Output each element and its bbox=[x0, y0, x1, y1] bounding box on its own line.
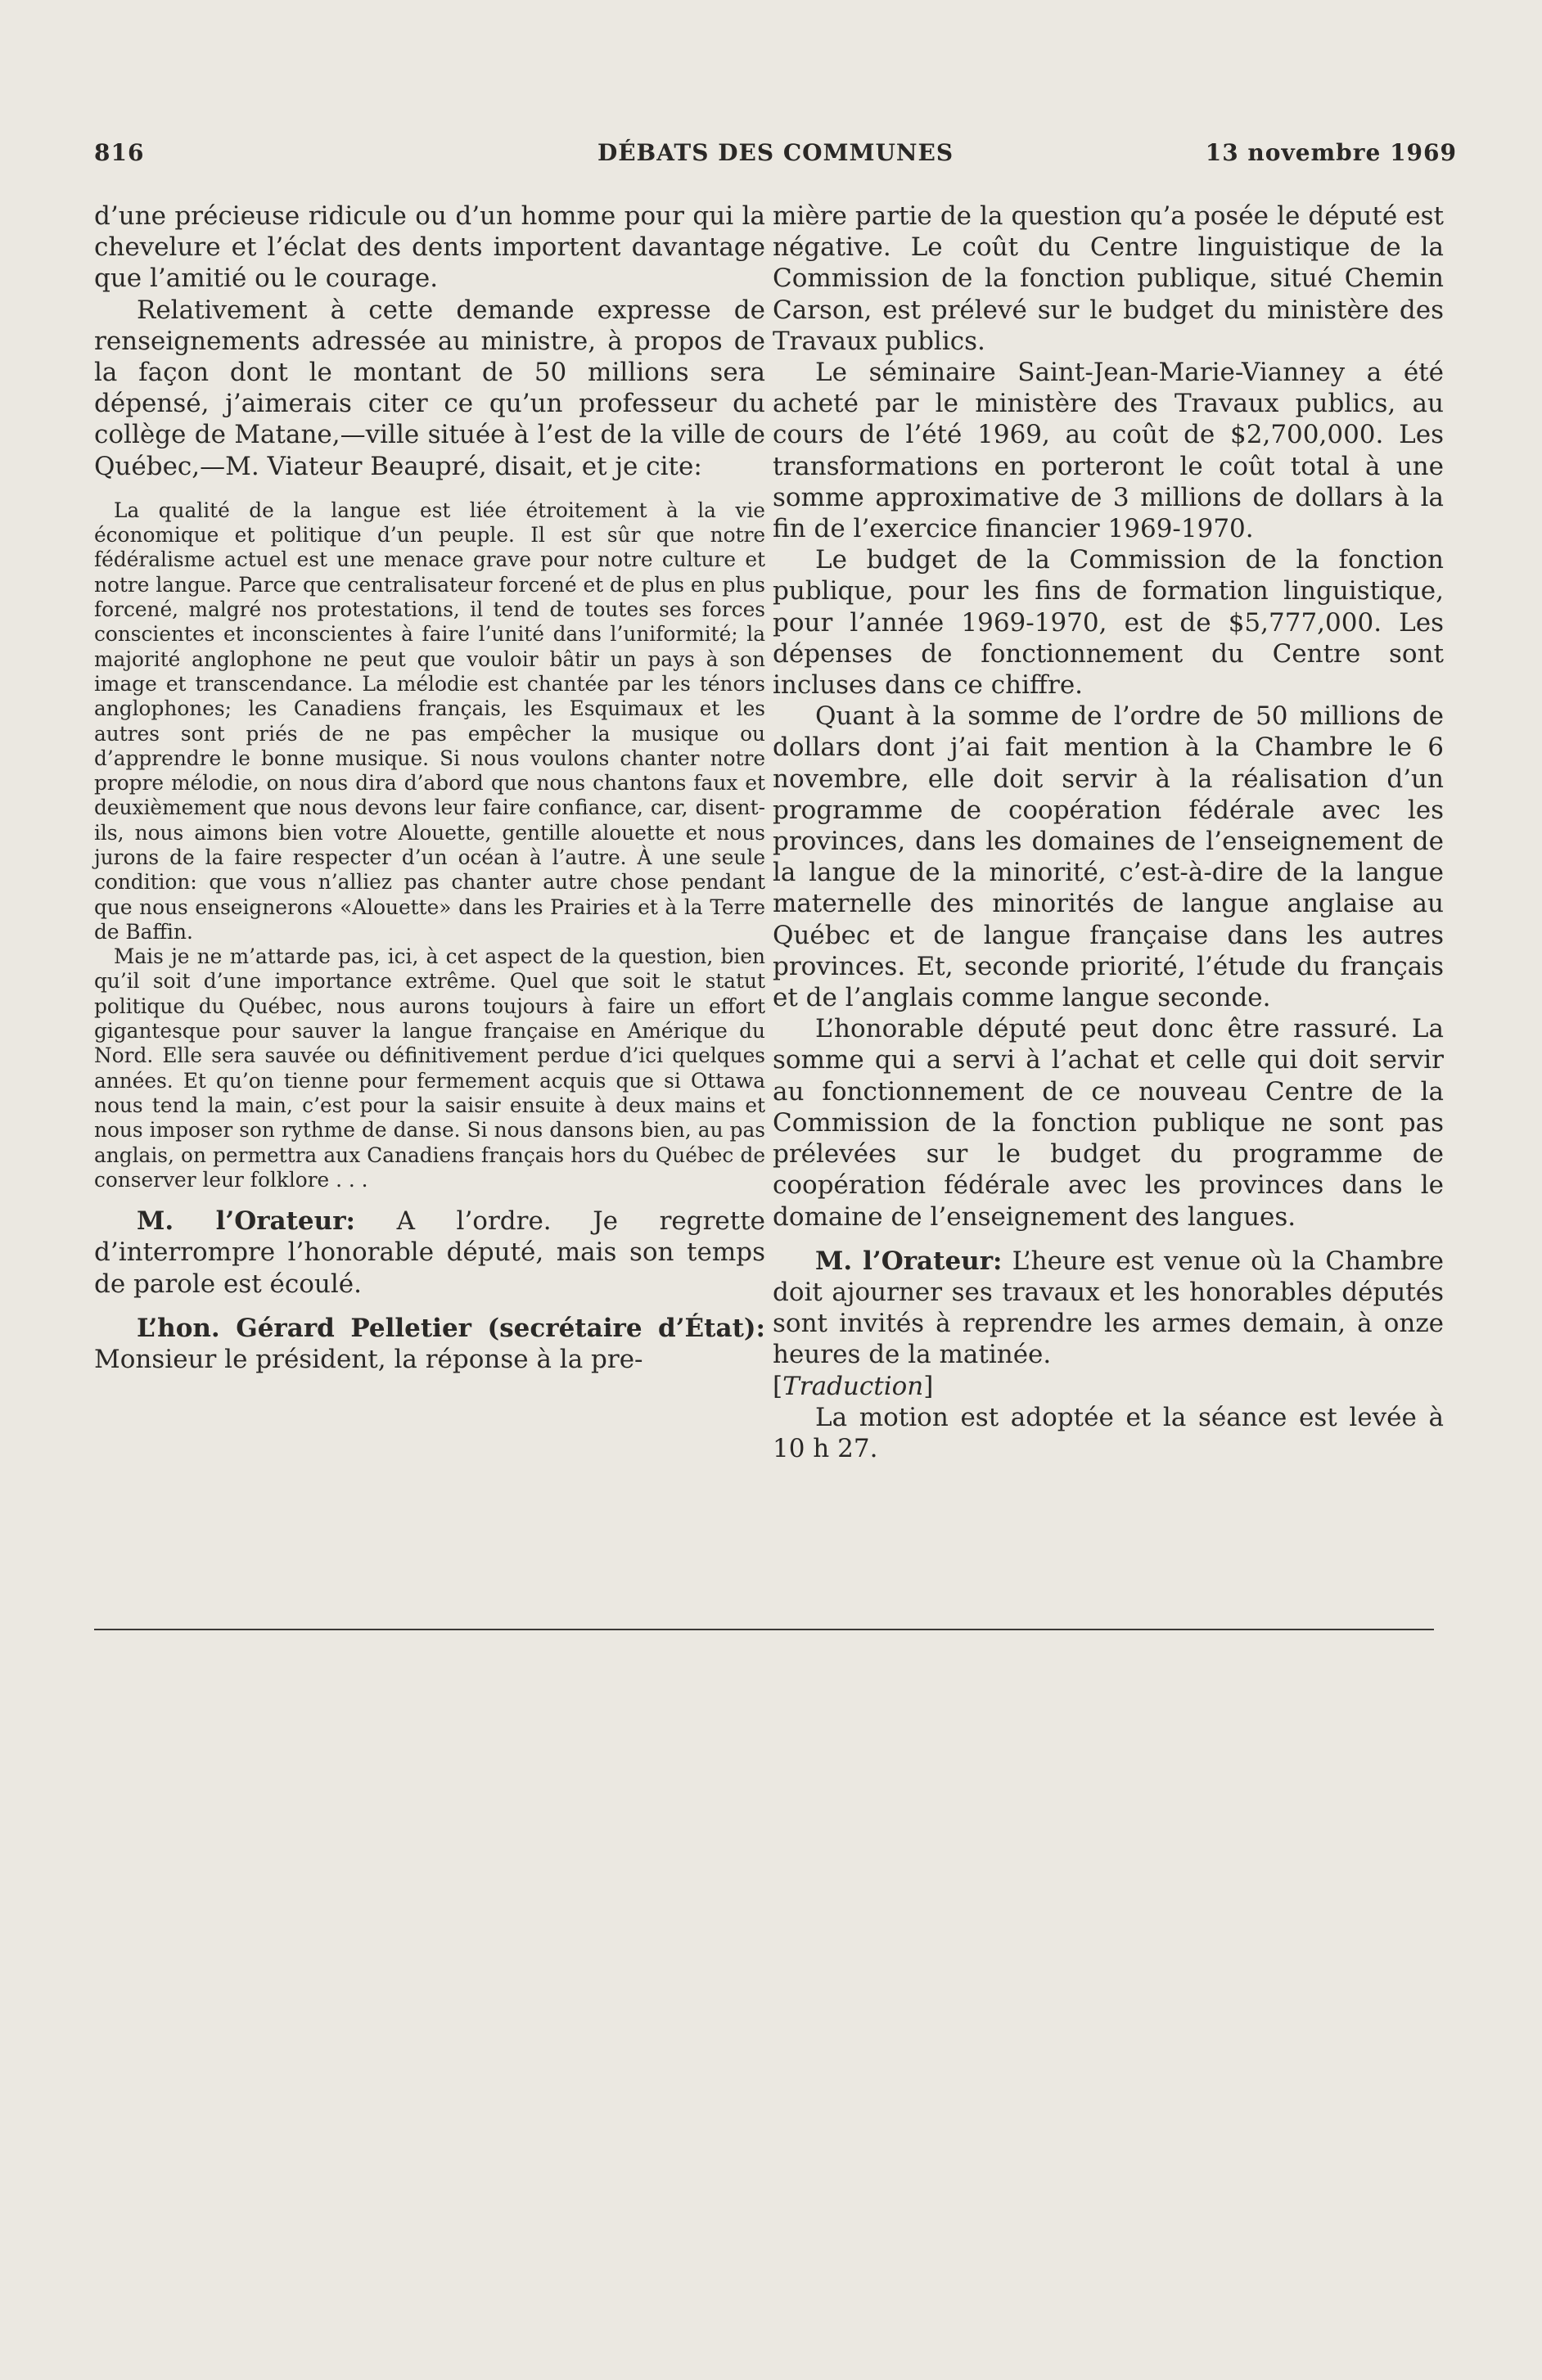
speaker-name: M. l’Orateur: bbox=[815, 1246, 1003, 1276]
section-divider bbox=[94, 1629, 1434, 1630]
speech bbox=[94, 1206, 765, 1300]
left-column bbox=[94, 201, 765, 1375]
block-quote: La qualité de la langue est liée étroitement à la vie économique et politique d’un peuple. Il est sûr que notre fédéralisme actuel est une menace grave pour notre culture et notre langue. Parce que centralisateur forcené et de plus en plus forcené, malgré nos protestations, il tend de toutes ses forces conscientes et inconscientes à faire l’unité dans l’uniformité; la majorité anglophone ne peut que vouloir bâtir un pays à son image et transcendance. La mélodie est chantée par les ténors anglophones; les Canadiens français, les Esquimaux et les autres sont priés de ne pas empêcher la musique ou d’apprendre le bonne musique. Si nous voulons chanter notre propre mélodie, on nous dira d’abord que nous chantons faux et deuxièmement que nous devons leur faire confiance, car, disent-ils, nous aimons bien votre Alouette, gentille alouette et nous jurons de la faire respecter d’un océan à l’autre. À une seule condition: que vous n’alliez pas chanter autre chose pendant que nous enseignerons «Alouette» dans les Prairies et à la Terre de Baffin. bbox=[94, 498, 765, 944]
paragraph: La motion est adoptée et la séance est levée à 10 h 27. bbox=[773, 1402, 1444, 1463]
speech-text: Monsieur le président, la réponse à la pre- bbox=[94, 1344, 643, 1374]
translation-note bbox=[773, 1371, 1444, 1402]
paragraph: Le budget de la Commission de la fonction publique, pour les fins de formation linguistique, pour l’année 1969-1970, est de $5,777,000. Les dépenses de fonctionnement du Centre sont incluses dans ce chiffre. bbox=[773, 545, 1444, 701]
paragraph: Relativement à cette demande expresse de renseignements adressée au ministre, à propos de la façon dont le montant de 50 millions sera dépensé, j’aimerais citer ce qu’un professeur du collège de Matane,—ville située à l’est de la ville de Québec,—M. Viateur Beaupré, disait, et je cite: bbox=[94, 295, 765, 481]
header-date: 13 novembre 1969 bbox=[1205, 139, 1457, 166]
right-column bbox=[773, 201, 1444, 1464]
speech bbox=[94, 1313, 765, 1375]
speaker-name: L’hon. Gérard Pelletier (secrétaire d’État): bbox=[137, 1313, 765, 1343]
paragraph: mière partie de la question qu’a posée le député est négative. Le coût du Centre linguistique de la Commission de la fonction publique, situé Chemin Carson, est prélevé sur le budget du ministère des Travaux publics. bbox=[773, 201, 1444, 356]
speaker-name: M. l’Orateur: bbox=[137, 1206, 355, 1237]
paragraph: L’honorable député peut donc être rassuré. La somme qui a servi à l’achat et celle qui doit servir au fonctionnement de ce nouveau Centre de la Commission de la fonction publique ne sont pas prélevées sur le budget du programme de coopération fédérale avec les provinces dans le domaine de l’enseignement des langues. bbox=[773, 1014, 1444, 1232]
bracket-open: [ bbox=[773, 1371, 783, 1401]
speech-text: A l’ordre. Je regrette d’interrompre l’honorable député, mais son temps de parole est écoulé. bbox=[94, 1206, 765, 1299]
translation-label: Traduction bbox=[782, 1371, 924, 1401]
block-quote: Mais je ne m’attarde pas, ici, à cet aspect de la question, bien qu’il soit d’une importance extrême. Quel que soit le statut politique du Québec, nous aurons toujours à faire un effort gigantesque pour sauver la langue française en Amérique du Nord. Elle sera sauvée ou définitivement perdue d’ici quelques années. Et qu’on tienne pour fermement acquis que si Ottawa nous tend la main, c’est pour la saisir ensuite à deux mains et nous imposer son rythme de danse. Si nous dansons bien, au pas anglais, on permettra aux Canadiens français hors du Québec de conserver leur folklore . . . bbox=[94, 944, 765, 1192]
speech-text: L’heure est venue où la Chambre doit ajourner ses travaux et les honorables députés sont invités à reprendre les armes demain, à onze heures de la matinée. bbox=[773, 1246, 1444, 1370]
paragraph: d’une précieuse ridicule ou d’un homme pour qui la chevelure et l’éclat des dents importent davantage que l’amitié ou le courage. bbox=[94, 201, 765, 294]
bracket-close: ] bbox=[923, 1371, 934, 1401]
paragraph: Quant à la somme de l’ordre de 50 millions de dollars dont j’ai fait mention à la Chambre le 6 novembre, elle doit servir à la réalisation d’un programme de coopération fédérale avec les provinces, dans les domaines de l’enseignement de la langue de la minorité, c’est-à-dire de la langue maternelle des minorités de langue anglaise au Québec et de langue française dans les autres provinces. Et, seconde priorité, l’étude du français et de l’anglais comme langue seconde. bbox=[773, 701, 1444, 1013]
page-header bbox=[94, 139, 1457, 175]
speech bbox=[773, 1246, 1444, 1371]
page-number: 816 bbox=[94, 139, 145, 166]
paragraph: Le séminaire Saint-Jean-Marie-Vianney a été acheté par le ministère des Travaux publics, au cours de l’été 1969, au coût de $2,700,000. Les transformations en porteront le coût total à une somme approximative de 3 millions de dollars à la fin de l’exercice financier 1969-1970. bbox=[773, 358, 1444, 544]
journal-title: DÉBATS DES COMMUNES bbox=[597, 139, 954, 166]
